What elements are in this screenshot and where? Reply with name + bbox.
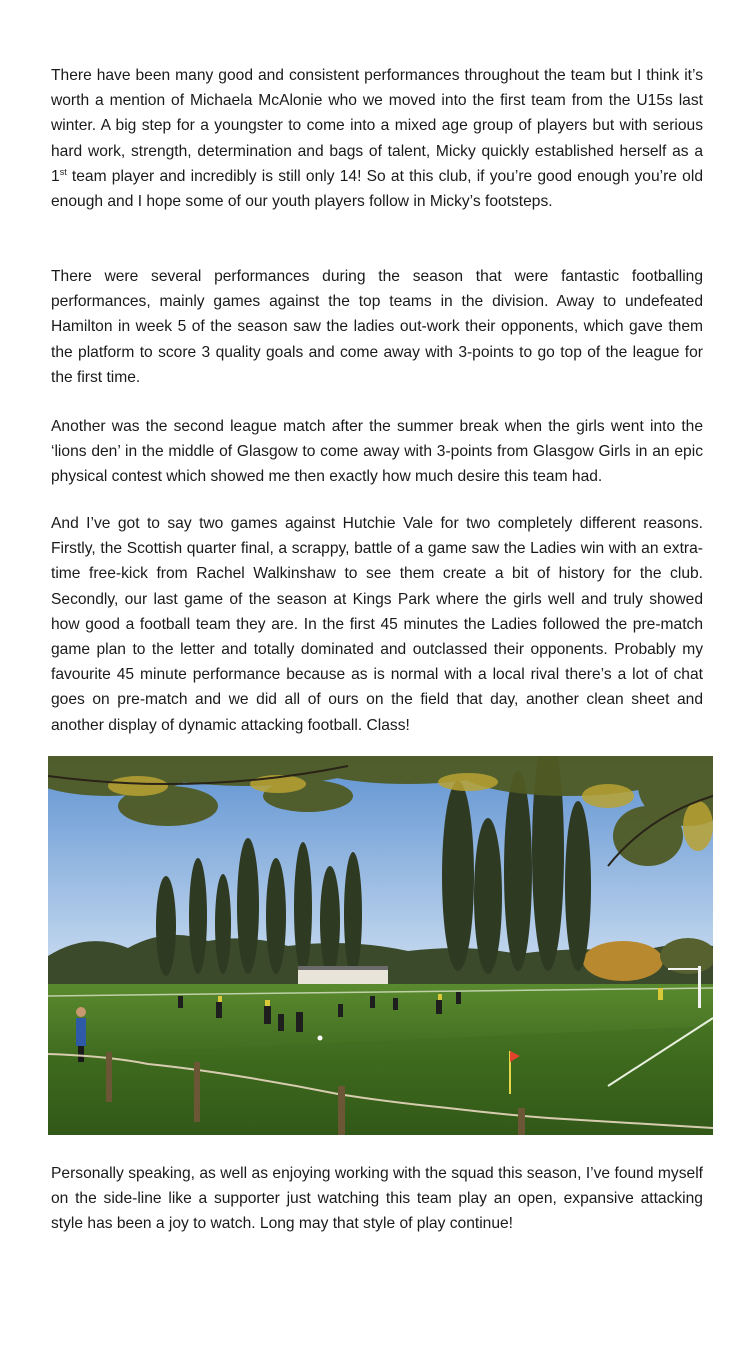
paragraph-michaela — [51, 63, 703, 214]
football-match-photo — [48, 756, 713, 1135]
photo-illustration — [48, 756, 713, 1135]
paragraph-michaela-text-b: team player and incredibly is still only 14! So at this club, if you’re good enough you’re old enough and I hope some of our youth players follow in Micky’s footsteps. — [51, 167, 703, 211]
paragraph-michaela-text-a: There have been many good and consistent performances throughout the team but I think it’s worth a mention of Michaela McAlonie who we moved into the first team from the U15s last winter. A big step for a youngster to come into a mixed age group of players but with serious hard work, strength, determination and bags of talent, Micky quickly established herself as a 1 — [51, 67, 703, 185]
ordinal-superscript: st — [59, 166, 67, 177]
paragraph-hutchie-vale: And I’ve got to say two games against Hutchie Vale for two completely different reasons. Firstly, the Scottish quarter final, a scrappy, battle of a game saw the Ladies win with an extra-time free-kick from Rachel Walkinshaw to see them create a bit of history for the club. Secondly, our last game of the season at Kings Park where the girls well and truly showed how good a football team they are. In the first 45 minutes the Ladies followed the pre-match game plan to the letter and totally dominated and outclassed their opponents. Probably my favourite 45 minute performance because as is normal with a local rival there’s a lot of chat goes on pre-match and we did all of ours on the field that day, another clean sheet and another display of dynamic attacking football. Class! — [51, 515, 703, 734]
paragraph-personally-speaking: Personally speaking, as well as enjoying working with the squad this season, I’ve found myself on the side-line like a supporter just watching this team play an open, expansive attacking style has been a joy to watch. Long may that style of play continue! — [51, 1165, 703, 1233]
paragraph-hamilton: There were several performances during the season that were fantastic footballing performances, mainly games against the top teams in the division. Away to undefeated Hamilton in week 5 of the season saw the ladies out-work their opponents, which gave them the platform to score 3 quality goals and come away with 3-points to go top of the league for the first time. — [51, 268, 703, 386]
paragraph-glasgow-girls: Another was the second league match after the summer break when the girls went into the ‘lions den’ in the middle of Glasgow to come away with 3-points from Glasgow Girls in an epic physical contest which showed me then exactly how much desire this team had. — [51, 418, 703, 486]
